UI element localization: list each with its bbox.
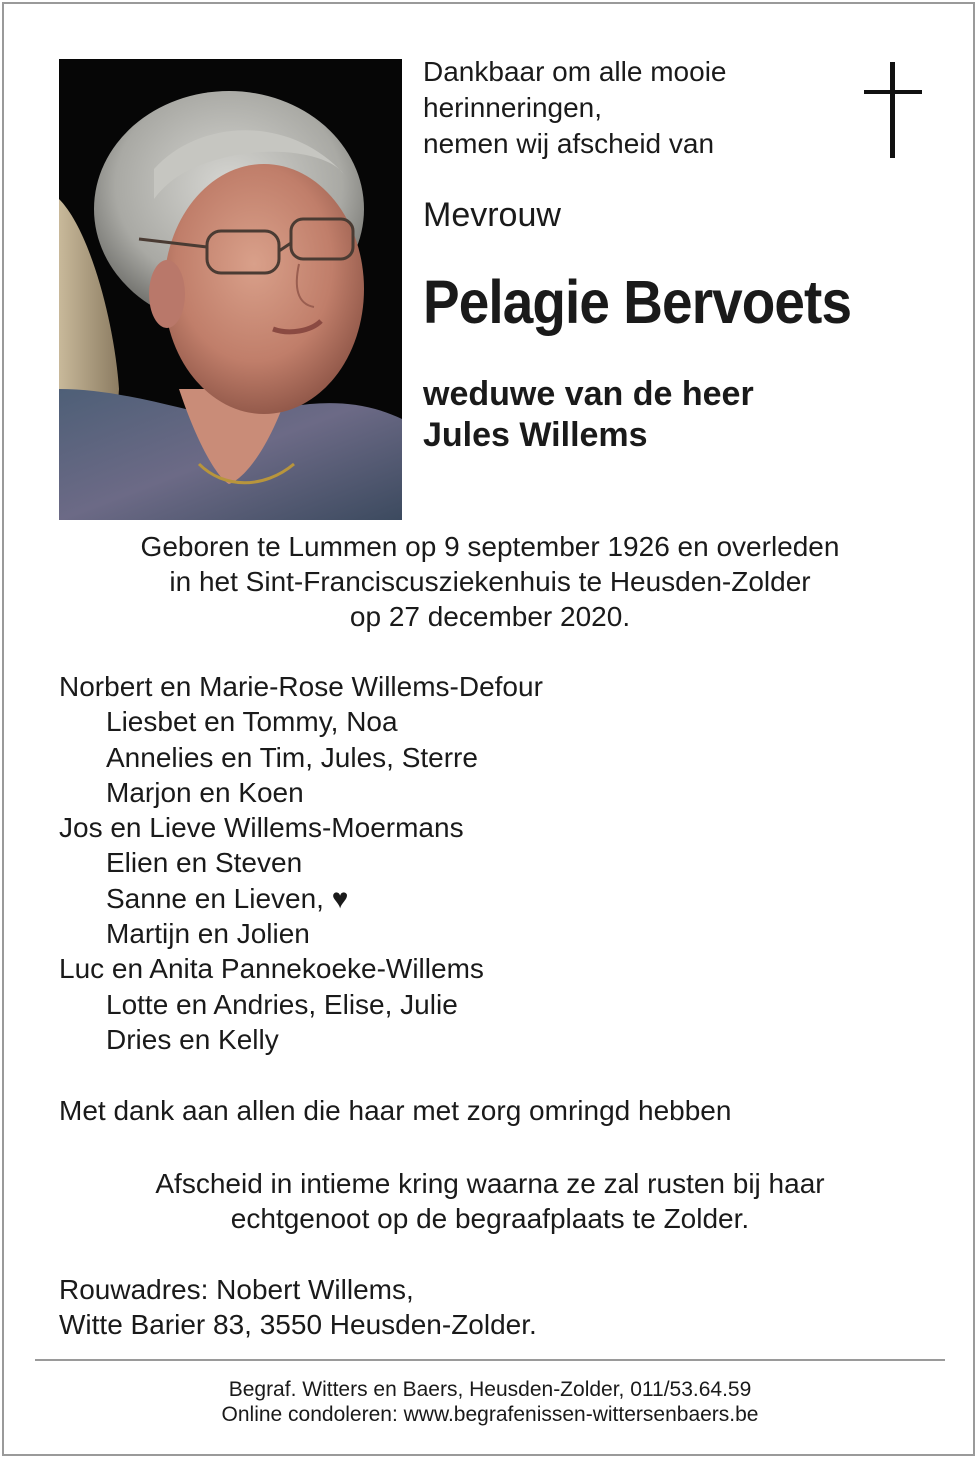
family-member: Annelies en Tim, Jules, Sterre bbox=[106, 741, 478, 773]
family-member: Lotte en Andries, Elise, Julie bbox=[106, 988, 458, 1020]
family-member: Sanne en Lieven, ♥ bbox=[106, 882, 349, 914]
farewell-line-2: echtgenoot op de begraafplaats te Zolder. bbox=[230, 1203, 750, 1234]
thanks-note: Met dank aan allen die haar met zorg omringd hebben bbox=[59, 1095, 732, 1126]
birth-line-2: in het Sint-Franciscusziekenhuis te Heusden-Zolder bbox=[169, 566, 811, 597]
family-list bbox=[59, 669, 543, 1057]
birth-death-info bbox=[0, 529, 980, 634]
online-condolence-link[interactable]: Online condoleren: www.begrafenissen-wittersenbaers.be bbox=[221, 1403, 759, 1426]
footer-divider bbox=[35, 1359, 945, 1361]
family-member: Marjon en Koen bbox=[106, 776, 304, 808]
address-line-1: Rouwadres: Nobert Willems, bbox=[59, 1274, 414, 1305]
intro-line-2: herinneringen, bbox=[423, 92, 603, 123]
mourning-address bbox=[59, 1272, 537, 1342]
family-member: Martijn en Jolien bbox=[106, 918, 310, 950]
farewell-line-1: Afscheid in intieme kring waarna ze zal rusten bij haar bbox=[155, 1168, 825, 1199]
spouse-info bbox=[423, 374, 754, 456]
intro-text bbox=[423, 54, 727, 162]
funeral-home-info: Begraf. Witters en Baers, Heusden-Zolder, 011/53.64.59 bbox=[228, 1378, 752, 1401]
intro-line-1: Dankbaar om alle mooie bbox=[423, 56, 727, 87]
spouse-line-2: Jules Willems bbox=[423, 416, 648, 454]
farewell-note bbox=[0, 1166, 980, 1236]
address-line-2: Witte Barier 83, 3550 Heusden-Zolder. bbox=[59, 1309, 537, 1340]
deceased-name: Pelagie Bervoets bbox=[423, 268, 852, 336]
footer bbox=[0, 1377, 980, 1427]
honorific: Mevrouw bbox=[423, 196, 561, 234]
portrait-photo bbox=[59, 59, 402, 520]
family-member: Elien en Steven bbox=[106, 847, 303, 879]
birth-line-1: Geboren te Lummen op 9 september 1926 en overleden bbox=[140, 531, 840, 562]
family-member: Dries en Kelly bbox=[106, 1023, 279, 1055]
latin-cross-icon bbox=[864, 62, 922, 160]
family-member: Jos en Lieve Willems-Moermans bbox=[59, 812, 464, 844]
family-member: Luc en Anita Pannekoeke-Willems bbox=[59, 953, 484, 985]
portrait-illustration bbox=[59, 59, 402, 520]
family-member: Norbert en Marie-Rose Willems-Defour bbox=[59, 671, 543, 702]
intro-line-3: nemen wij afscheid van bbox=[423, 128, 715, 159]
family-member: Liesbet en Tommy, Noa bbox=[106, 706, 398, 738]
birth-line-3: op 27 december 2020. bbox=[349, 601, 631, 632]
spouse-line-1: weduwe van de heer bbox=[423, 375, 754, 413]
